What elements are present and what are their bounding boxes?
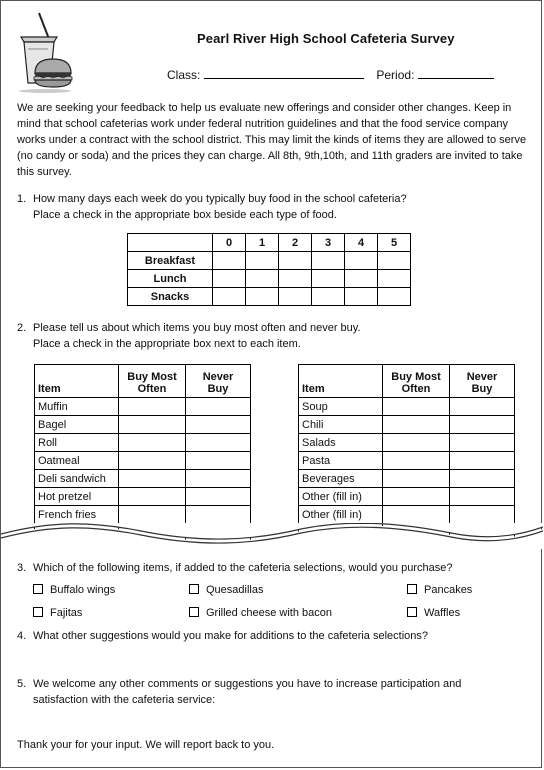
never-buy-cell[interactable]	[186, 398, 251, 416]
thank-you-footer: Thank your for your input. We will report back to you.	[17, 739, 275, 751]
buy-most-often-cell[interactable]	[119, 434, 186, 452]
survey-title: Pearl River High School Cafeteria Survey	[197, 31, 455, 46]
question-number: 5.	[17, 678, 27, 690]
checkbox[interactable]	[189, 584, 199, 594]
intro-paragraph: We are seeking your feedback to help us evaluate new offerings and consider other changes. Keep in mind that school cafeterias work under federal nutrition guidelines and that the food service company works under a contract with the school district. This may limit the kinds of items they are allowed to serve (no candy or soda) and the prices they can charge. All 8th, 9th,10th, and 11th graders are invited to take this survey.	[17, 102, 527, 178]
item-name: Other (fill in)	[299, 488, 383, 506]
item-name: Soup	[299, 398, 383, 416]
check-cell[interactable]	[213, 252, 246, 270]
buy-most-often-cell[interactable]	[383, 506, 450, 524]
item-name: French fries	[35, 506, 119, 524]
header-line: Never	[466, 371, 498, 383]
items-table-left	[34, 364, 251, 542]
buy-most-often-header	[383, 365, 450, 398]
days-table	[127, 233, 411, 306]
day-header: 0	[213, 234, 246, 252]
never-buy-cell[interactable]	[450, 398, 515, 416]
table-row	[128, 270, 411, 288]
question-1	[17, 191, 407, 223]
checkbox[interactable]	[407, 584, 417, 594]
never-buy-cell[interactable]	[186, 434, 251, 452]
item-name: Muffin	[35, 398, 119, 416]
period-label: Period:	[376, 68, 415, 82]
check-cell[interactable]	[345, 252, 378, 270]
never-buy-header	[186, 365, 251, 398]
class-period-line	[167, 67, 494, 82]
buy-most-often-cell[interactable]	[383, 398, 450, 416]
check-cell[interactable]	[213, 288, 246, 306]
buy-most-often-cell[interactable]	[119, 506, 186, 524]
day-header: 1	[246, 234, 279, 252]
question-4	[17, 628, 428, 644]
day-header: 5	[378, 234, 411, 252]
day-header: 2	[279, 234, 312, 252]
question-3	[17, 560, 452, 576]
corner-cell	[128, 234, 213, 252]
item-name: Hot pretzel	[35, 488, 119, 506]
table-row	[35, 488, 251, 506]
option-label: Grilled cheese with bacon	[206, 607, 332, 619]
table-row	[299, 452, 515, 470]
item-name: Other (fill in)	[299, 506, 383, 524]
never-buy-cell[interactable]	[186, 470, 251, 488]
check-cell[interactable]	[378, 288, 411, 306]
never-buy-cell[interactable]	[186, 452, 251, 470]
check-cell[interactable]	[345, 288, 378, 306]
buy-most-often-header	[119, 365, 186, 398]
option-quesadillas[interactable]	[189, 584, 263, 596]
items-table-right	[298, 364, 515, 542]
class-label: Class:	[167, 68, 201, 82]
question-number: 2.	[17, 322, 27, 334]
header-line: Buy	[471, 383, 493, 395]
checkbox[interactable]	[33, 607, 43, 617]
header-line: Buy	[207, 383, 229, 395]
checkbox[interactable]	[33, 584, 43, 594]
header-line: Often	[137, 383, 167, 395]
item-name: Salads	[299, 434, 383, 452]
table-row	[35, 416, 251, 434]
cafeteria-food-icon	[15, 11, 73, 93]
header-line: Never	[202, 371, 234, 383]
table-row	[299, 416, 515, 434]
buy-most-often-cell[interactable]	[119, 416, 186, 434]
question-text-continued: satisfaction with the cafeteria service:	[33, 694, 216, 706]
table-row	[35, 506, 251, 524]
torn-page-divider	[1, 523, 543, 549]
question-number: 3.	[17, 562, 27, 574]
never-buy-cell[interactable]	[450, 416, 515, 434]
table-row	[35, 452, 251, 470]
table-row	[299, 434, 515, 452]
check-cell[interactable]	[312, 288, 345, 306]
table-row	[35, 398, 251, 416]
option-label: Fajitas	[50, 607, 83, 619]
checkbox[interactable]	[407, 607, 417, 617]
buy-most-often-cell[interactable]	[383, 470, 450, 488]
check-cell[interactable]	[378, 252, 411, 270]
item-name: Beverages	[299, 470, 383, 488]
option-label: Quesadillas	[206, 584, 264, 596]
option-waffles[interactable]	[407, 607, 460, 619]
buy-most-often-cell[interactable]	[119, 398, 186, 416]
option-pancakes[interactable]	[407, 584, 472, 596]
never-buy-cell[interactable]	[450, 470, 515, 488]
question-instruction: Place a check in the appropriate box beside each type of food.	[33, 209, 337, 221]
table-row	[35, 434, 251, 452]
never-buy-cell[interactable]	[186, 416, 251, 434]
days-header-row	[128, 234, 411, 252]
buy-most-often-cell[interactable]	[119, 488, 186, 506]
question-5	[17, 676, 461, 708]
option-label: Buffalo wings	[50, 584, 116, 596]
item-name: Pasta	[299, 452, 383, 470]
day-header: 3	[312, 234, 345, 252]
never-buy-header	[450, 365, 515, 398]
check-cell[interactable]	[345, 270, 378, 288]
buy-most-often-cell[interactable]	[383, 452, 450, 470]
question-2	[17, 320, 361, 352]
day-header: 4	[345, 234, 378, 252]
question-instruction: Place a check in the appropriate box next to each item.	[33, 338, 301, 350]
items-header-row	[35, 365, 251, 398]
table-row	[299, 398, 515, 416]
check-cell[interactable]	[279, 288, 312, 306]
row-label: Snacks	[128, 288, 213, 306]
never-buy-cell[interactable]	[450, 488, 515, 506]
option-label: Waffles	[424, 607, 461, 619]
check-cell[interactable]	[312, 252, 345, 270]
check-cell[interactable]	[312, 270, 345, 288]
table-row	[299, 470, 515, 488]
check-cell[interactable]	[279, 270, 312, 288]
never-buy-cell[interactable]	[186, 488, 251, 506]
row-label: Breakfast	[128, 252, 213, 270]
check-cell[interactable]	[246, 252, 279, 270]
question-text: Please tell us about which items you buy most often and never buy.	[33, 322, 361, 334]
item-column-header: Item	[35, 365, 119, 398]
item-name: Chili	[299, 416, 383, 434]
option-grilled-cheese[interactable]	[189, 607, 332, 619]
question-number: 1.	[17, 193, 27, 205]
question-text: We welcome any other comments or suggestions you have to increase participation and	[33, 678, 462, 690]
header-line: Often	[401, 383, 431, 395]
check-cell[interactable]	[213, 270, 246, 288]
option-label: Pancakes	[424, 584, 473, 596]
never-buy-cell[interactable]	[186, 506, 251, 524]
buy-most-often-cell[interactable]	[383, 488, 450, 506]
check-cell[interactable]	[279, 252, 312, 270]
table-row	[128, 288, 411, 306]
table-row	[128, 252, 411, 270]
question-number: 4.	[17, 630, 27, 642]
buy-most-often-cell[interactable]	[119, 470, 186, 488]
header-line: Buy Most	[127, 371, 177, 383]
checkbox[interactable]	[189, 607, 199, 617]
table-row	[299, 488, 515, 506]
check-cell[interactable]	[246, 288, 279, 306]
table-row	[299, 506, 515, 524]
option-buffalo-wings[interactable]	[33, 584, 115, 596]
never-buy-cell[interactable]	[450, 452, 515, 470]
never-buy-cell[interactable]	[450, 506, 515, 524]
item-column-header: Item	[299, 365, 383, 398]
class-field[interactable]	[204, 67, 364, 79]
buy-most-often-cell[interactable]	[383, 416, 450, 434]
table-row	[35, 470, 251, 488]
buy-most-often-cell[interactable]	[383, 434, 450, 452]
buy-most-often-cell[interactable]	[119, 452, 186, 470]
check-cell[interactable]	[378, 270, 411, 288]
item-name: Roll	[35, 434, 119, 452]
option-fajitas[interactable]	[33, 607, 82, 619]
item-name: Bagel	[35, 416, 119, 434]
header-line: Buy Most	[391, 371, 441, 383]
row-label: Lunch	[128, 270, 213, 288]
item-name: Oatmeal	[35, 452, 119, 470]
check-cell[interactable]	[246, 270, 279, 288]
items-header-row	[299, 365, 515, 398]
question-text: How many days each week do you typically buy food in the school cafeteria?	[33, 193, 407, 205]
never-buy-cell[interactable]	[450, 434, 515, 452]
question-text: Which of the following items, if added to the cafeteria selections, would you purchase?	[33, 562, 453, 574]
question-text: What other suggestions would you make for additions to the cafeteria selections?	[33, 630, 429, 642]
item-name: Deli sandwich	[35, 470, 119, 488]
period-field[interactable]	[418, 67, 494, 79]
